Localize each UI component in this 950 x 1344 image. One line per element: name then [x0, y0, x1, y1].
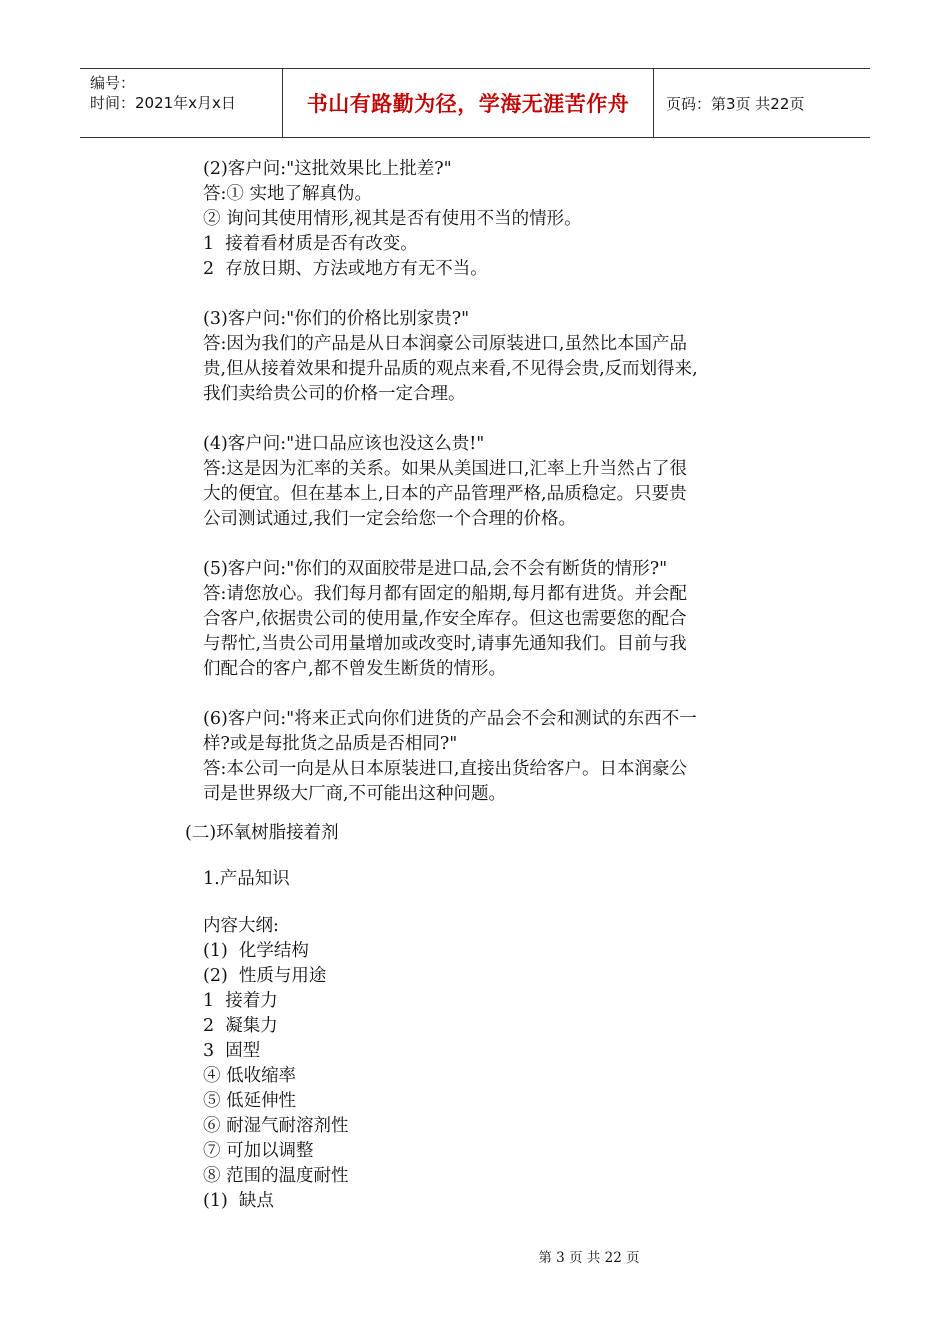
paragraph-line: 答:请您放心。我们每月都有固定的船期,每月都有进货。并会配 [203, 584, 687, 604]
paragraph-line: 答:这是因为汇率的关系。如果从美国进口,汇率上升当然占了很 [203, 459, 687, 479]
paragraph-line: 合客户,依据贵公司的使用量,作安全库存。但这也需要您的配合 [203, 609, 687, 629]
paragraph-line: (6)客户问:"将来正式向你们进货的产品会不会和测试的东西不一 [203, 709, 697, 729]
paragraph-line: 2 存放日期、方法或地方有无不当。 [203, 259, 488, 279]
paragraph-line: 1 接着看材质是否有改变。 [203, 234, 418, 254]
outline-item: ⑧ 范围的温度耐性 [203, 1166, 349, 1186]
outline-item: ⑦ 可加以调整 [203, 1141, 314, 1161]
outline-item: ④ 低收缩率 [203, 1066, 297, 1086]
paragraph-line: (4)客户问:"进口品应该也没这么贵!" [203, 434, 485, 454]
outline-item: (1) 缺点 [203, 1191, 274, 1211]
outline-item: 3 固型 [203, 1041, 261, 1061]
outline-item: 1 接着力 [203, 991, 278, 1011]
document-number-label: 编号： [90, 74, 136, 92]
outline-title: 内容大纲: [203, 916, 279, 936]
outline-item: (1) 化学结构 [203, 941, 309, 961]
paragraph-line: 大的便宜。但在基本上,日本的产品管理严格,品质稳定。只要贵 [203, 484, 687, 504]
section-heading: (二)环氧树脂接着剂 [185, 823, 339, 843]
paragraph-line: 答:因为我们的产品是从日本润豪公司原装进口,虽然比本国产品 [203, 334, 687, 354]
paragraph-line: 们配合的客户,都不曾发生断货的情形。 [203, 659, 507, 679]
paragraph-line: (5)客户问:"你们的双面胶带是进口品,会不会有断货的情形?" [203, 559, 668, 579]
header-page-info: 页码：第3页 共22页 [666, 94, 805, 113]
outline-item: (2) 性质与用途 [203, 966, 327, 986]
paragraph-line: 样?或是每批货之品质是否相同?" [203, 734, 458, 754]
header-meta [80, 69, 282, 137]
paragraph-line: 与帮忙,当贵公司用量增加或改变时,请事先通知我们。目前与我 [203, 634, 687, 654]
paragraph-line: (2)客户问:"这批效果比上批差?" [203, 159, 452, 179]
paragraph-line: (3)客户问:"你们的价格比别家贵?" [203, 309, 470, 329]
paragraph-line: 司是世界级大厂商,不可能出这种问题。 [203, 784, 507, 804]
paragraph-line: 贵,但从接着效果和提升品质的观点来看,不见得会贵,反而划得来, [203, 359, 698, 379]
header-motto: 书山有路勤为径，学海无涯苦作舟 [282, 69, 654, 137]
paragraph-line: 答:本公司一向是从日本原装进口,直接出货给客户。日本润豪公 [203, 759, 687, 779]
paragraph-line: 答:① 实地了解真伪。 [203, 184, 372, 204]
paragraph-line: 我们卖给贵公司的价格一定合理。 [203, 384, 466, 404]
page-header [80, 68, 870, 138]
paragraph-line: 公司测试通过,我们一定会给您一个合理的价格。 [203, 509, 577, 529]
subsection-heading: 1.产品知识 [203, 869, 290, 889]
outline-item: ⑥ 耐湿气耐溶剂性 [203, 1116, 349, 1136]
paragraph-line: ② 询问其使用情形,视其是否有使用不当的情形。 [203, 209, 582, 229]
outline-item: ⑤ 低延伸性 [203, 1091, 297, 1111]
page-footer: 第 3 页 共 22 页 [538, 1250, 640, 1266]
outline-item: 2 凝集力 [203, 1016, 278, 1036]
document-time: 时间：2021年x月x日 [90, 94, 236, 112]
